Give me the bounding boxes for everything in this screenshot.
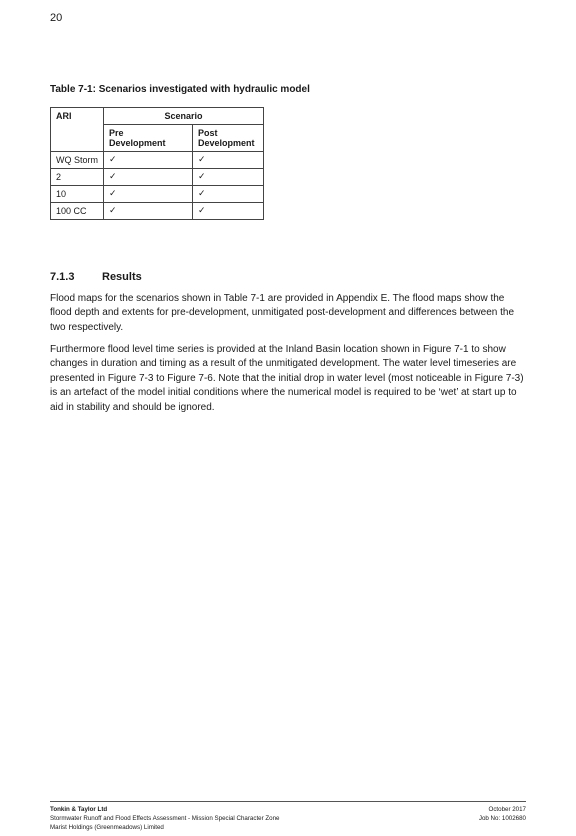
section-title: Results: [102, 271, 142, 283]
header-pre-line1: Pre: [109, 128, 124, 138]
header-post-line1: Post: [198, 128, 218, 138]
table-header-row: [51, 108, 264, 125]
table-row: [51, 203, 264, 220]
footer-divider: [50, 801, 526, 802]
cell-ari: WQ Storm: [51, 152, 104, 169]
check-icon: ✓: [104, 203, 193, 220]
check-icon: ✓: [193, 152, 264, 169]
cell-ari: 10: [51, 186, 104, 203]
header-pre-line2: Development: [109, 138, 166, 148]
header-ari: ARI: [51, 108, 104, 152]
check-icon: ✓: [104, 152, 193, 169]
header-post-line2: Development: [198, 138, 255, 148]
footer-job-no: Job No: 1002680: [478, 815, 526, 822]
paragraph: Flood maps for the scenarios shown in Table 7-1 are provided in Appendix E. The flood maps show the flood depth and extents for pre-development, unmitigated post-development and differences between the two respectively.: [50, 293, 515, 333]
scenarios-table: [50, 107, 264, 220]
check-icon: ✓: [193, 203, 264, 220]
cell-ari: 100 CC: [51, 203, 104, 220]
paragraph: Furthermore flood level time series is provided at the Inland Basin location shown in Figure 7-1 to show changes in duration and timing as a result of the unmitigated development. The water level timeseries are presented in Figure 7-3 to Figure 7-6. Note that the initial drop in water level (most noticeable in Figure 7-3) is an artefact of the model initial conditions where the numerical model is required to be ‘wet’ at start up to aid in stability and should be ignored.: [50, 344, 524, 413]
header-post-development: [193, 125, 264, 152]
table-caption: Table 7-1: Scenarios investigated with hydraulic model: [50, 84, 310, 95]
header-scenario: Scenario: [104, 108, 264, 125]
table-row: [51, 169, 264, 186]
check-icon: ✓: [193, 169, 264, 186]
footer-date: October 2017: [488, 806, 526, 813]
section-number: 7.1.3: [50, 271, 75, 283]
page-number: 20: [50, 12, 63, 24]
check-icon: ✓: [193, 186, 264, 203]
footer-report-title: Stormwater Runoff and Flood Effects Assessment - Mission Special Character Zone: [50, 815, 280, 822]
footer-left: [50, 805, 280, 832]
cell-ari: 2: [51, 169, 104, 186]
footer-right: [479, 805, 526, 823]
footer-company: Tonkin & Taylor Ltd: [50, 806, 108, 813]
footer-client: Marist Holdings (Greenmeadows) Limited: [50, 824, 164, 831]
table-row: [51, 186, 264, 203]
check-icon: ✓: [104, 169, 193, 186]
check-icon: ✓: [104, 186, 193, 203]
header-pre-development: [104, 125, 193, 152]
section-heading: [50, 271, 142, 283]
table-row: [51, 152, 264, 169]
